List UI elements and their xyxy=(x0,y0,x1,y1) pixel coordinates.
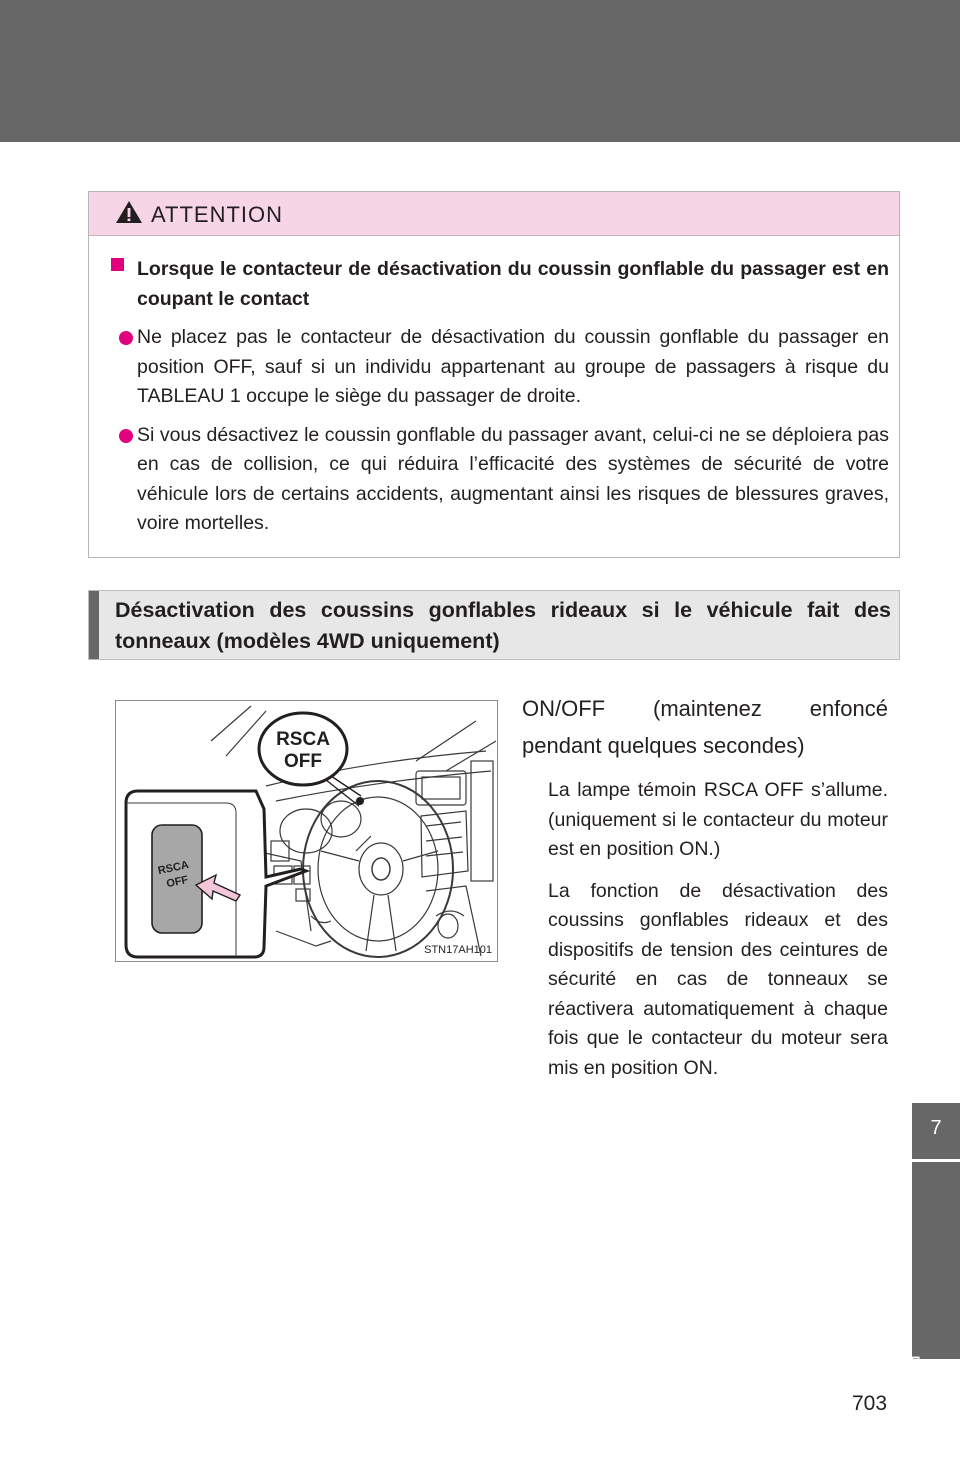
switch-label-line2: OFF xyxy=(165,873,190,891)
chapter-number: 7 xyxy=(930,1117,942,1139)
callout-label-line1: RSCA xyxy=(276,729,330,750)
figure-code: STN17AH101 xyxy=(424,944,492,956)
attention-title: ATTENTION xyxy=(151,202,284,227)
attention-body xyxy=(111,254,889,539)
attention-item xyxy=(111,421,889,539)
square-bullet-icon xyxy=(111,258,124,271)
attention-lead-text: Lorsque le contacteur de désactivation du coussin gonflable du passager est en coupant le contact xyxy=(137,258,889,310)
instruction-note: La lampe témoin RSCA OFF s’allume. (uniquement si le contacteur du moteur est en position ON.) xyxy=(548,779,888,860)
attention-box xyxy=(88,191,900,558)
header-band xyxy=(0,0,960,142)
section-title: Désactivation des coussins gonflables rideaux si le véhicule fait des tonneaux (modèles 4WD uniquement) xyxy=(115,598,891,653)
instruction-note: La fonction de désactivation des coussins gonflables rideaux et des dispositifs de tension des ceintures de sécurité en cas de tonneaux se réactivera automatiquement à chaque fois que le contacteur du moteur sera mis en position ON. xyxy=(548,879,888,1079)
attention-header xyxy=(89,192,899,236)
dashboard-illustration xyxy=(115,700,498,962)
chapter-label: For owners xyxy=(901,1355,922,1456)
attention-lead xyxy=(111,254,889,314)
chapter-tab[interactable] xyxy=(901,1103,960,1456)
attention-item-text: Ne placez pas le contacteur de désactivation du coussin gonflable du passager en position OFF, sauf si un individu appartenant au groupe de passagers à risque du TABLEAU 1 occupe le siège du passager de droite. xyxy=(137,326,889,407)
instructions xyxy=(522,690,888,1083)
round-bullet-icon xyxy=(119,331,133,345)
callout-label-line2: OFF xyxy=(284,751,322,772)
instruction-step: ON/OFF (maintenez enfoncé pendant quelques secondes) xyxy=(522,696,888,758)
dashboard-drawing xyxy=(116,701,498,962)
switch-label-line1: RSCA xyxy=(156,858,190,878)
section-heading xyxy=(88,590,900,660)
tab-divider xyxy=(912,1159,960,1162)
warning-triangle-icon xyxy=(115,200,143,224)
page-number: 703 xyxy=(852,1392,888,1415)
attention-item-text: Si vous désactivez le coussin gonflable du passager avant, celui-ci ne se déploiera pas en cas de collision, ce qui réduira l’efficacité des systèmes de sécurité de votre véhicule lors de certains accidents, augmentant ainsi les risques de blessures graves, voire mortelles. xyxy=(137,423,889,534)
round-bullet-icon xyxy=(119,429,133,443)
section-heading-bar xyxy=(89,591,99,659)
attention-item xyxy=(111,323,889,412)
